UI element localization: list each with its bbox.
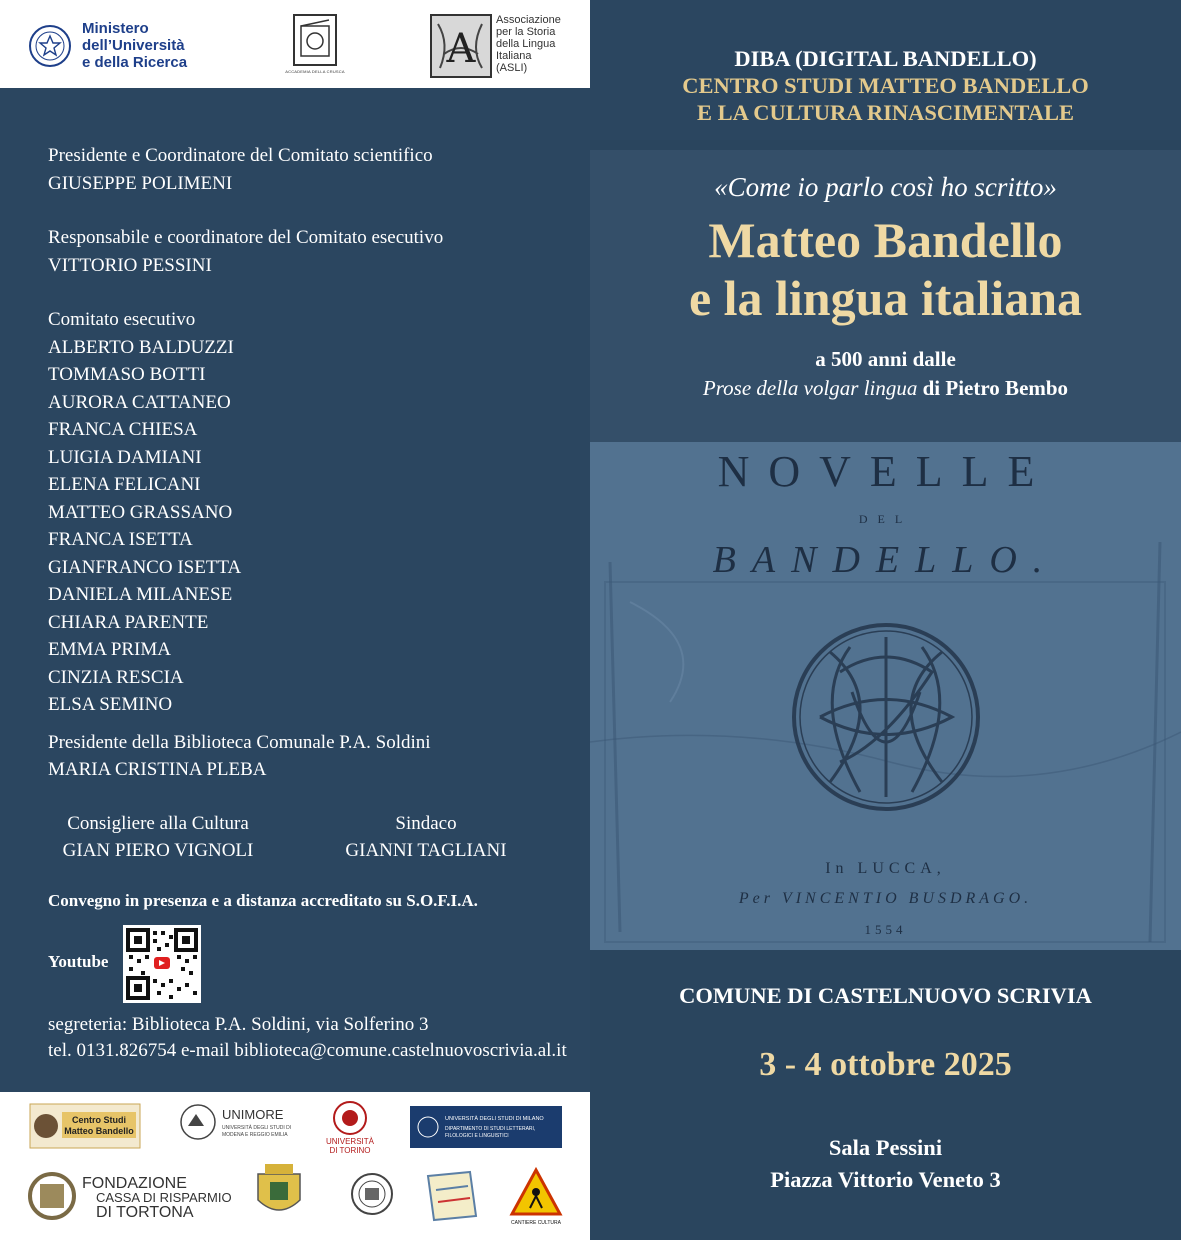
officials: [48, 810, 538, 864]
unimore-text: UNIMORE: [222, 1107, 284, 1122]
unito-text-2: DI TORINO: [329, 1146, 371, 1155]
consigliere-label: Consigliere alla Cultura: [67, 813, 249, 834]
unimi-sub-2: FILOLOGICI E LINGUISTICI: [445, 1133, 509, 1139]
unimore-sub-1: UNIVERSITÀ DEGLI STUDI DI: [222, 1125, 292, 1131]
comitato-member: FRANCA CHIESA: [48, 419, 198, 440]
comitato-member: GIANFRANCO ISETTA: [48, 556, 242, 578]
event-subtitle: [590, 345, 1181, 403]
cantiere-cultura-logo: [511, 1170, 562, 1226]
centro-studi-text-2: Matteo Bandello: [64, 1126, 134, 1136]
comitato-label: Comitato esecutivo: [48, 309, 196, 330]
biblioteca-label: Presidente della Biblioteca Comunale P.A. Soldini: [48, 731, 431, 753]
bembo-author: di Pietro Bembo: [917, 376, 1069, 400]
unimi-logo: [410, 1106, 562, 1148]
comitato-member: AURORA CATTANEO: [48, 391, 231, 413]
presidente-label: Presidente e Coordinatore del Comitato scientifico: [48, 145, 433, 166]
event-subtitle-line-1: a 500 anni dalle: [815, 347, 956, 371]
bembo-work-title: Prose della volgar lingua: [702, 376, 918, 400]
comitato-member: ELENA FELICANI: [48, 474, 201, 495]
book-logo: [428, 1172, 476, 1220]
fondazione-text-1: FONDAZIONE: [82, 1175, 187, 1192]
comitato-member: MATTEO GRASSANO: [48, 501, 233, 523]
event-title-block: [590, 150, 1181, 442]
italian-emblem-icon: [28, 24, 72, 68]
cover-year: 1554: [864, 922, 907, 937]
monogram-medallion: [794, 625, 978, 809]
unito-logo: [326, 1102, 375, 1155]
sofia-note: Convegno in presenza e a distanza accreditato su S.O.F.I.A.: [48, 891, 478, 910]
unito-text-1: UNIVERSITÀ: [325, 1137, 375, 1146]
biblioteca-name: MARIA CRISTINA PLEBA: [48, 759, 267, 780]
asli-logo: [430, 14, 566, 78]
unimore-logo: [181, 1105, 291, 1139]
comitato-member: TOMMASO BOTTI: [48, 364, 206, 385]
cantiere-text: CANTIERE CULTURA: [511, 1220, 561, 1226]
consigliere-name: GIAN PIERO VIGNOLI: [62, 840, 254, 861]
consigliere-block: [48, 810, 268, 864]
venue-address: Piazza Vittorio Veneto 3: [770, 1167, 1001, 1192]
cover-title-novelle: NOVELLE: [717, 447, 1054, 496]
cover-printer: Per VINCENTIO BUSDRAGO.: [738, 890, 1033, 907]
fondazione-text-2: CASSA DI RISPARMIO: [96, 1190, 232, 1205]
header-logos: [0, 0, 590, 88]
book-cover-image: [590, 442, 1181, 950]
credits: [48, 142, 578, 784]
ornate-letter-a-icon: [430, 14, 492, 78]
comune-label: COMUNE DI CASTELNUOVO SCRIVIA: [679, 983, 1092, 1008]
centro-studi-logo: [30, 1104, 140, 1148]
responsabile-name: VITTORIO PESSINI: [48, 254, 212, 276]
event-title-line-2: e la lingua italiana: [688, 270, 1083, 326]
venue-room: Sala Pessini: [828, 1135, 943, 1160]
unimi-text: UNIVERSITÀ DEGLI STUDI DI MILANO: [445, 1116, 544, 1122]
right-panel: [590, 0, 1181, 1240]
presidente-name: GIUSEPPE POLIMENI: [48, 172, 233, 194]
event-subtitle-line-2: [590, 374, 1181, 403]
centro-studi-text: Centro Studi: [72, 1115, 126, 1125]
crusca-emblem-icon: [293, 14, 337, 66]
event-title-line-1: Matteo Bandello: [708, 212, 1063, 268]
segreteria: [48, 1012, 567, 1064]
svg-text:A: A: [446, 26, 476, 72]
event-quote: «Come io parlo così ho scritto»: [714, 172, 1057, 202]
comitato-member: CINZIA RESCIA: [48, 666, 184, 688]
ministero-logo: [28, 20, 187, 71]
municipal-seal: [352, 1174, 392, 1214]
youtube-qr-code[interactable]: [123, 925, 201, 1003]
comitato-member: ELSA SEMINO: [48, 694, 173, 715]
unimi-sub-1: DIPARTIMENTO DI STUDI LETTERARI,: [445, 1126, 536, 1132]
sindaco-name: GIANNI TAGLIANI: [345, 840, 507, 861]
segreteria-address: segreteria: Biblioteca P.A. Soldini, via Solferino 3: [48, 1014, 429, 1035]
organizer-header: [590, 0, 1181, 140]
comitato-member: CHIARA PARENTE: [48, 611, 209, 633]
comitato-member: ALBERTO BALDUZZI: [48, 336, 234, 358]
crusca-logo: [285, 14, 345, 74]
comitato-member: LUIGIA DAMIANI: [48, 446, 202, 468]
comitato-member: DANIELA MILANESE: [48, 584, 233, 605]
diba-line: DIBA (DIGITAL BANDELLO): [734, 46, 1037, 71]
asli-text: Associazione per la Storia della Lingua Italiana (ASLI): [496, 14, 561, 74]
castelnuovo-crest: [258, 1164, 300, 1210]
qr-code-icon: [123, 925, 201, 1003]
comitato-member: EMMA PRIMA: [48, 639, 171, 660]
comitato-member: FRANCA ISETTA: [48, 529, 193, 550]
crusca-caption: ACCADEMIA DELLA CRUSCA: [285, 69, 345, 74]
fondazione-text-3: DI TORTONA: [96, 1204, 194, 1221]
sindaco-block: [326, 810, 526, 864]
left-panel: [0, 0, 590, 1240]
sponsor-logos: [0, 1092, 590, 1240]
segreteria-contacts: tel. 0131.826754 e-mail biblioteca@comune.castelnuovoscrivia.al.it: [48, 1040, 567, 1061]
cultura-line: E LA CULTURA RINASCIMENTALE: [697, 100, 1074, 125]
sindaco-label: Sindaco: [395, 813, 457, 834]
youtube-label: Youtube: [48, 952, 109, 971]
cover-title-bandello: BANDELLO.: [712, 539, 1059, 581]
venue: [590, 1132, 1181, 1196]
unimore-sub-2: MODENA E REGGIO EMILIA: [222, 1132, 288, 1138]
cover-place: In LUCCA,: [825, 860, 946, 877]
fondazione-logo: [30, 1174, 232, 1221]
sponsor-logo-strip: [0, 1092, 590, 1240]
ministero-text: Ministero dell’Università e della Ricerca: [82, 20, 188, 71]
responsabile-label: Responsabile e coordinatore del Comitato esecutivo: [48, 227, 444, 248]
event-date: 3 - 4 ottobre 2025: [759, 1046, 1012, 1083]
centro-studi-line: CENTRO STUDI MATTEO BANDELLO: [682, 73, 1089, 98]
cover-title-del: DEL: [858, 512, 913, 526]
